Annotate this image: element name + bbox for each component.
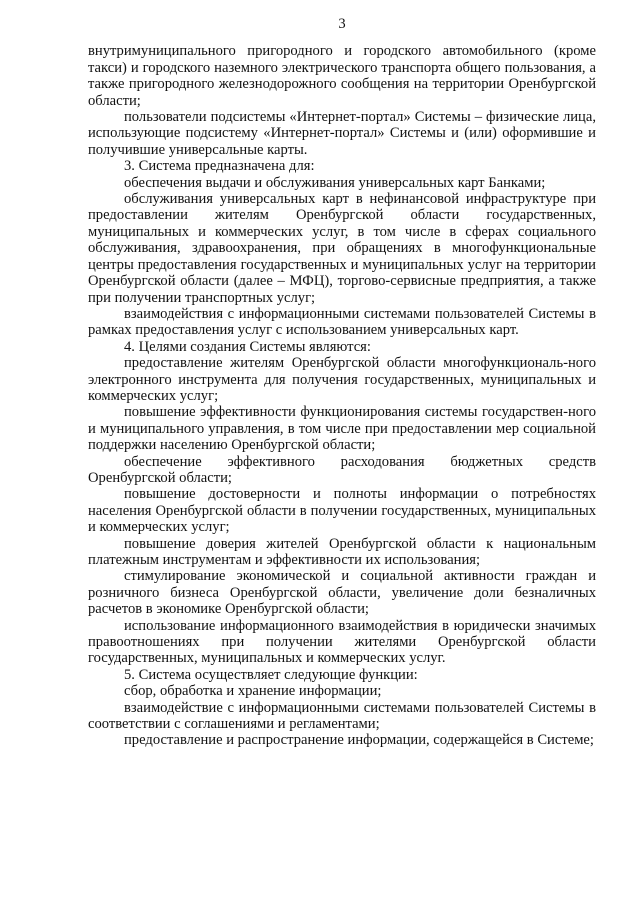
goal-management-efficiency: повышение эффективности функционирования системы государствен-ного и муниципального управления, в том числе при предоставлении мер социальной поддержки населению Оренбургской области; xyxy=(88,404,596,454)
paragraph-system-interaction: взаимодействия с информационными системами пользователей Системы в рамках предоставления услуг с использованием универсальных карт. xyxy=(88,305,596,339)
goal-legal-interaction: использование информационного взаимодействия в юридически значимых правоотношениях при получении жителями Оренбургской области государственных, муниципальных и коммерческих услуг. xyxy=(88,617,596,667)
section-3-heading: 3. Система предназначена для: xyxy=(124,158,315,175)
goal-multifunctional-tool: предоставление жителям Оренбургской области многофункциональ-ного электронного инструмента для получения государственных, муниципальных и коммерческих услуг; xyxy=(88,355,596,404)
goal-economic-activity: стимулирование экономической и социальной активности граждан и розничного бизнеса Оренбургской области, увеличение доли безналичных расчетов в экономике Оренбургской области; xyxy=(88,568,596,618)
function-information-distribution: предоставление и распространение информации, содержащейся в Системе; xyxy=(124,732,594,749)
paragraph-portal-users: пользователи подсистемы «Интернет-портал» Системы – физические лица, использующие подсистему «Интернет-портал» Системы и (или) оформившие и получившие универсальные карты. xyxy=(88,109,596,158)
goal-budget-spending: обеспечение эффективного расходования бюджетных средств Оренбургской области; xyxy=(88,453,596,486)
paragraph-continuation: внутримуниципального пригородного и городского автомобильного (кроме такси) и городского наземного электрического транспорта общего пользования, а также пригородного железнодорожного сообщения на территории Оренбургской области; xyxy=(88,43,596,109)
page-number: 3 xyxy=(338,16,346,32)
paragraph-card-issuance: обеспечения выдачи и обслуживания универсальных карт Банками; xyxy=(124,174,546,191)
goal-information-reliability: повышение достоверности и полноты информации о потребностях населения Оренбургской области в получении государственных, муниципальных и коммерческих услуг; xyxy=(88,486,596,536)
paragraph-card-servicing: обслуживания универсальных карт в нефинансовой инфраструктуре при предоставлении жителям Оренбургской области государственных, муниципальных и коммерческих услуг, в том числе в сферах социального обслуживания, здравоохранения, при обращениях в многофункциональные центры предоставления государственных и муниципальных услуг на территории Оренбургской области (далее – МФЦ), торгово-сервисные предприятия, а также при получении транспортных услуг; xyxy=(88,191,596,306)
section-5-heading: 5. Система осуществляет следующие функции: xyxy=(124,666,418,683)
function-system-interaction: взаимодействие с информационными системами пользователей Системы в соответствии с соглашениями и регламентами; xyxy=(88,699,596,733)
function-data-collection: сбор, обработка и хранение информации; xyxy=(124,683,382,700)
goal-payment-trust: повышение доверия жителей Оренбургской области к национальным платежным инструментам и эффективности их использования; xyxy=(88,535,596,568)
section-4-heading: 4. Целями создания Системы являются: xyxy=(124,338,371,355)
